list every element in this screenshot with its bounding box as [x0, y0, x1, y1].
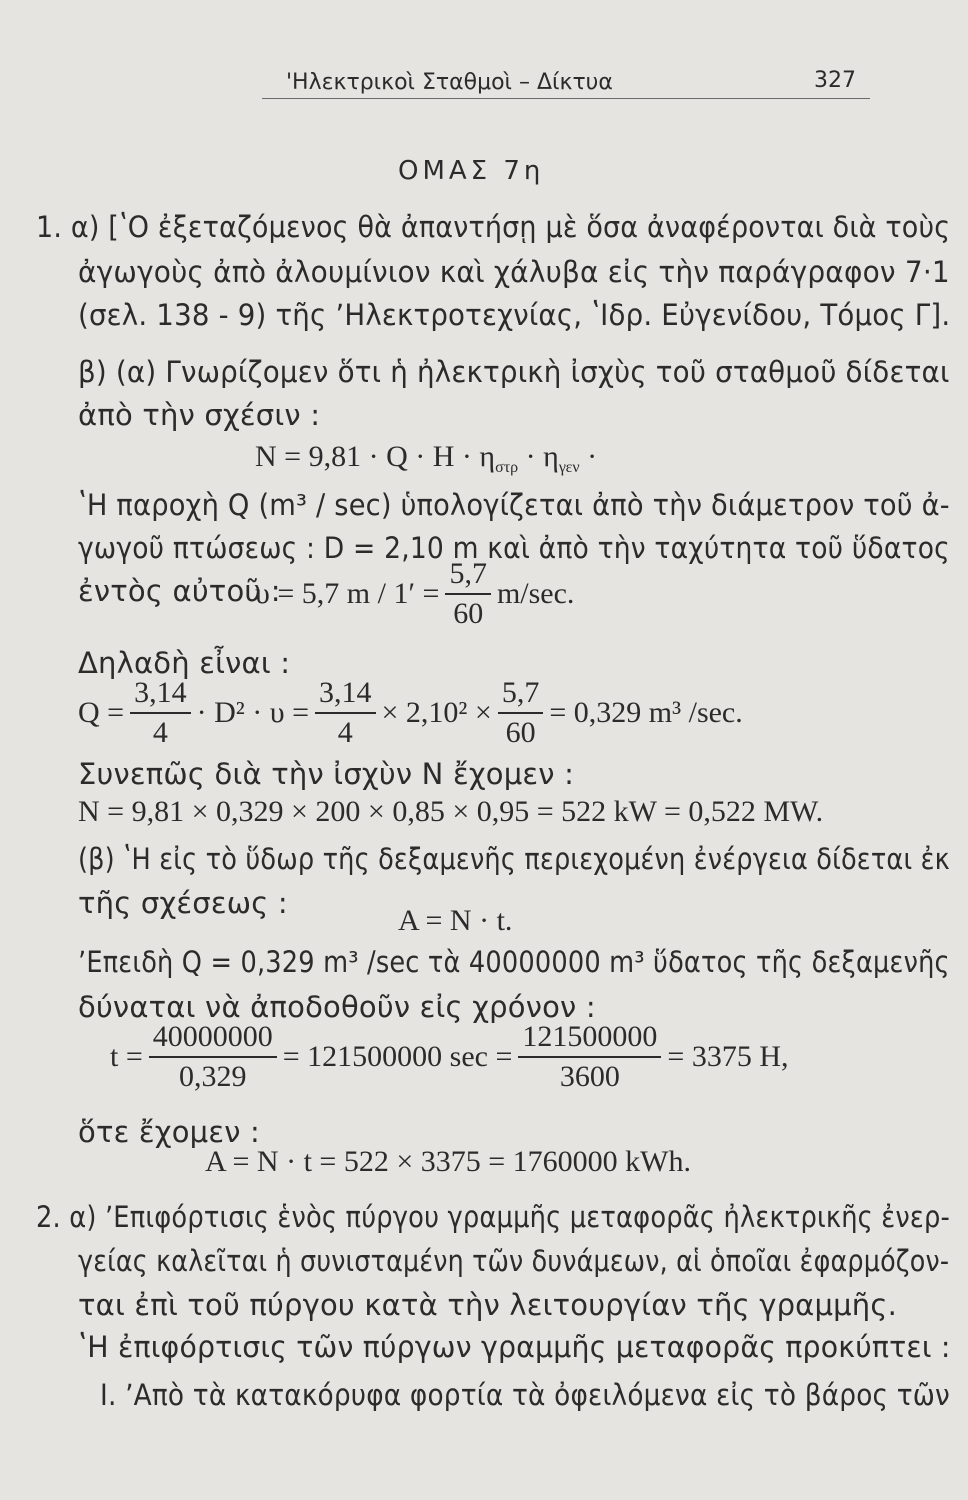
text-line: β) (α) Γνωρίζομεν ὅτι ἡ ἠλεκτρικὴ ἰσχὺς τοῦ σταθμοῦ δίδεται — [78, 355, 950, 389]
equation-velocity: υ = 5,7 m / 1′ = $\frac{5,7}{60}$ m/sec. — [255, 557, 575, 630]
fraction: $\frac{3,14}{4}$ — [130, 676, 191, 750]
equation-time: t = $\frac{40000000}{0,329}$ = 121500000 sec = $\frac{121500000}{3600}$ = 3375 H, — [110, 1020, 789, 1093]
text-line: ʼΕπειδὴ Q = 0,329 m³ /sec τὰ 40000000 m³ ὕδατος τῆς δεξαμενῆς — [78, 945, 950, 979]
text-line: δύναται νὰ ἀποδοθοῦν εἰς χρόνον : — [78, 990, 596, 1024]
text-line: Δηλαδὴ εἶναι : — [78, 646, 291, 680]
text-line: ἀπὸ τὴν σχέσιν : — [78, 398, 321, 432]
header-rule — [262, 98, 870, 99]
text-line: ἀγωγοὺς ἀπὸ ἀλουμίνιον καὶ χάλυβα εἰς τὴν παράγραφον 7·1 — [78, 255, 950, 289]
running-title: 'Ηλεκτρικοὶ Σταθμοὶ – Δίκτυα — [286, 70, 613, 95]
text-line: ται ἐπὶ τοῦ πύργου κατὰ τὴν λειτουργίαν τῆς γραμμῆς. — [78, 1288, 898, 1322]
text-line: (β) ʽΗ εἰς τὸ ὕδωρ τῆς δεξαμενῆς περιεχομένη ἐνέργεια δίδεται ἐκ — [78, 842, 950, 876]
text-line: 2. α) ʼΕπιφόρτισις ἑνὸς πύργου γραμμῆς μεταφορᾶς ἠλεκτρικῆς ἐνερ- — [36, 1200, 950, 1234]
text-line: 1. α) [ʽΟ ἐξεταζόμενος θὰ ἀπαντήσῃ μὲ ὅσα ἀναφέρονται διὰ τοὺς — [36, 210, 951, 244]
text-line: Συνεπῶς διὰ τὴν ἰσχὺν N ἔχομεν : — [78, 757, 575, 791]
text-line: γωγοῦ πτώσεως : D = 2,10 m καὶ ἀπὸ τὴν ταχύτητα τοῦ ὕδατος — [78, 531, 950, 565]
equation-flow: Q = $\frac{3,14}{4}$ · D² · υ = $\frac{3,14}{4}$ × 2,10² × $\frac{5,7}{60}$ = 0,329 m³ /sec. — [78, 676, 743, 749]
equation-power-result: N = 9,81 × 0,329 × 200 × 0,85 × 0,95 = 522 kW = 0,522 MW. — [78, 795, 824, 828]
fraction: $\frac{5,7}{60}$ — [498, 676, 544, 750]
text-line: ʽΗ παροχὴ Q (m³ / sec) ὑπολογίζεται ἀπὸ τὴν διάμετρον τοῦ ἀ- — [78, 488, 950, 522]
fraction: $\frac{40000000}{0,329}$ — [149, 1020, 277, 1094]
equation-energy-result: A = N · t = 522 × 3375 = 1760000 kWh. — [205, 1145, 691, 1178]
equation-energy: A = N · t. — [398, 904, 513, 937]
equation-power: $N = 9,81 \cdot Q \cdot H \cdot \eta_{\sigma\tau\rho} \cdot \eta_{\gamma\varepsilon\nu}$ · — [255, 440, 598, 476]
fraction: $\frac{5,7}{60}$ — [445, 557, 491, 631]
text-line: (σελ. 138 - 9) τῆς ʼΗλεκτροτεχνίας, ʽΙδρ. Εὐγενίδου, Τόμος Γ]. — [78, 298, 951, 332]
section-title: ΟΜΑΣ 7η — [398, 156, 545, 186]
fraction: $\frac{121500000}{3600}$ — [518, 1020, 661, 1094]
text-line: ἐντὸς αὐτοῦ : — [78, 574, 281, 608]
text-line: τῆς σχέσεως : — [78, 886, 288, 920]
text-line: I. ʼΑπὸ τὰ κατακόρυφα φορτία τὰ ὀφειλόμενα εἰς τὸ βάρος τῶν — [100, 1378, 950, 1412]
text-line: ὅτε ἔχομεν : — [78, 1115, 260, 1149]
page-number: 327 — [814, 68, 856, 93]
text-line: ʽΗ ἐπιφόρτισις τῶν πύργων γραμμῆς μεταφορᾶς προκύπτει : — [78, 1330, 951, 1364]
fraction: $\frac{3,14}{4}$ — [315, 676, 376, 750]
text-line: γείας καλεῖται ἡ συνισταμένη τῶν δυνάμεων, αἱ ὁποῖαι ἐφαρμόζον- — [78, 1244, 950, 1278]
